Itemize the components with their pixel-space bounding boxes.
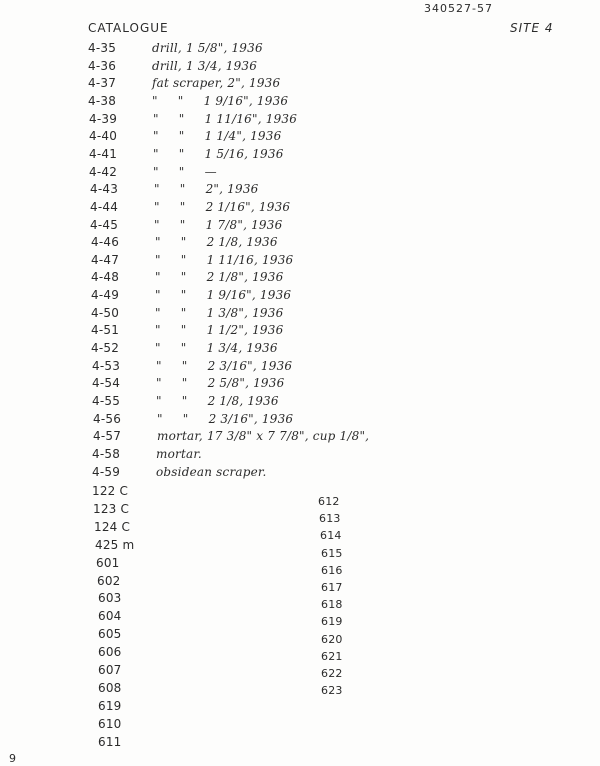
entry-description: " " 1 9/16", 1936 [155,288,292,303]
entry-description: " " 2", 1936 [154,182,259,197]
entry-description: " " 1 1/2", 1936 [155,323,284,338]
right-list-number: 619 [321,615,343,629]
right-list-number: 621 [321,649,343,663]
entry-description: fat scraper, 2", 1936 [152,76,281,91]
left-list-number: 122 C [92,484,129,498]
right-list-number: 620 [321,632,343,646]
entry-number: 4-48 [91,270,120,285]
entry-description: " " 1 11/16, 1936 [155,252,294,267]
left-list-number: 124 C [94,519,131,534]
entry-description: " " 1 9/16", 1936 [152,93,289,108]
entry-number: 4-37 [88,76,117,91]
left-list-number: 607 [98,663,122,677]
left-list-number: 606 [98,645,122,660]
left-list-number: 608 [98,680,122,695]
entry-number: 4-46 [91,235,120,250]
entry-number: 4-43 [90,182,119,197]
entry-description: " " 2 1/8, 1936 [155,235,278,250]
entry-number: 4-56 [93,411,122,426]
entry-number: 4-44 [90,199,119,214]
entry-description: mortar, 17 3/8" x 7 7/8", cup 1/8", [157,429,370,444]
right-list-number: 612 [318,495,340,508]
left-list-number: 611 [98,734,122,749]
entry-number: 4-54 [92,376,121,391]
entry-description: drill, 1 5/8", 1936 [152,41,263,55]
accession-number: 340527-57 [424,2,493,15]
entry-number: 4-53 [92,358,121,373]
right-list-number: 615 [321,546,343,560]
entry-number: 4-58 [92,446,121,461]
left-list-number: 610 [98,716,122,731]
entry-description: " " 1 1/4", 1936 [153,129,282,144]
entry-description: " " 1 3/4, 1936 [155,341,278,356]
entry-number: 4-45 [90,217,119,232]
entry-number: 4-51 [91,323,120,338]
entry-number: 4-55 [92,394,121,408]
entry-number: 4-38 [88,93,117,108]
right-list-number: 614 [320,529,342,543]
entry-number: 4-47 [91,252,120,267]
entry-number: 4-59 [92,464,121,479]
entry-description: " " 2 3/16", 1936 [156,358,293,373]
entry-number: 4-49 [91,288,120,303]
right-list-number: 617 [321,581,343,594]
catalogue-heading: CATALOGUE [88,21,169,35]
entry-description: " " 2 1/8", 1936 [155,270,284,285]
entry-number: 4-40 [89,129,118,144]
entry-description: " " 1 11/16", 1936 [153,111,298,126]
left-list-number: 602 [97,573,121,588]
entry-description: " " 1 3/8", 1936 [155,305,284,320]
left-list-number: 601 [96,555,120,570]
entry-number: 4-50 [91,305,120,320]
left-list-number: 605 [98,627,122,642]
entry-number: 4-41 [89,146,118,161]
entry-description: " " — [153,164,217,179]
entry-description: mortar. [156,446,202,461]
right-list-number: 616 [321,563,343,577]
right-list-number: 613 [319,512,341,526]
entry-number: 4-42 [89,164,118,179]
left-list-number: 604 [98,609,122,624]
page-number: 9 [9,752,17,765]
right-list-number: 623 [321,684,343,698]
left-list-number: 425 m [95,537,135,552]
entry-number: 4-52 [91,341,120,356]
right-list-number: 622 [321,667,343,680]
entry-number: 4-57 [93,429,122,444]
entry-description: " " 2 1/16", 1936 [154,199,291,214]
entry-number: 4-36 [88,58,117,73]
left-list-number: 123 C [93,501,130,516]
entry-description: " " 1 5/16, 1936 [153,146,284,161]
entry-description: obsidean scraper. [156,464,267,479]
entry-description: " " 2 1/8, 1936 [156,394,279,408]
entry-number: 4-35 [88,41,117,55]
right-list-number: 618 [321,598,343,612]
entry-description: " " 2 3/16", 1936 [157,411,294,426]
entry-number: 4-39 [89,111,118,126]
left-list-number: 603 [98,591,122,606]
entry-description: " " 2 5/8", 1936 [156,376,285,391]
entry-description: drill, 1 3/4, 1936 [152,58,258,73]
entry-description: " " 1 7/8", 1936 [154,217,283,232]
left-list-number: 619 [98,698,122,713]
site-label: SITE 4 [510,21,554,35]
